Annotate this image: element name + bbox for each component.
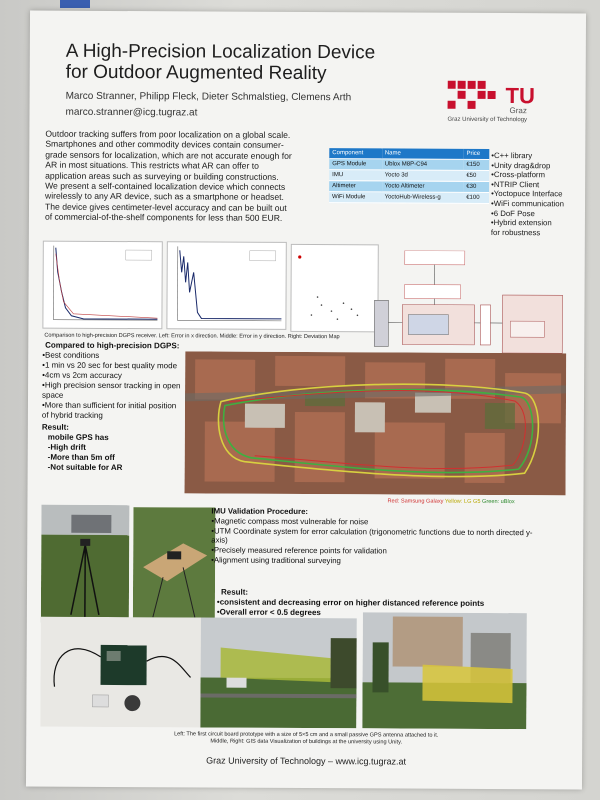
dgps-heading: Compared to high-precision DGPS: (45, 340, 180, 351)
table-header: Price (463, 149, 489, 160)
gis-building-photo (362, 612, 527, 729)
imu-result-heading: Result: (220, 587, 249, 597)
bottom-caption-line-2: Middle, Right: GIS data Visualization of buildings at the university using Unity. (210, 738, 403, 746)
plots-caption: Comparison to high-precision DGPS receiver. Left: Error in x direction. Middle: Error in y direction. Right: Deviation Map (44, 332, 340, 341)
table-cell: €100 (463, 192, 489, 203)
table-cell: WiFi Module (329, 192, 382, 203)
imu-item: •UTM Coordinate system for error calculation (trigonometric functions due to north directed y-axis) (211, 526, 533, 545)
legend-yellow: Yellow: LG G5 (444, 498, 481, 505)
authors: Marco Stranner, Philipp Fleck, Dieter Schmalstieg, Clemens Arth (65, 90, 352, 104)
abstract-line: We present a self-contained localization device which connects (45, 180, 286, 192)
bottom-caption (86, 731, 526, 747)
tripod-photo (41, 505, 130, 623)
imu-result-item: •consistent and decreasing error on higher distanced reference points (216, 597, 485, 608)
components-table (329, 148, 489, 204)
dgps-item: •Best conditions (42, 350, 100, 360)
error-x-plot (42, 241, 162, 330)
title-line-1: A High-Precision Localization Device (65, 40, 376, 64)
dgps-section (42, 341, 183, 474)
dgps-result-item: -Not suitable for AR (47, 462, 123, 473)
legend-green: Green: uBlox (481, 498, 515, 506)
feature-item: •6 DoF Pose (490, 208, 535, 218)
table-cell: Yocto Altimeter (382, 181, 464, 192)
poster (26, 11, 586, 790)
table-row (329, 170, 489, 182)
feature-item: for robustness (490, 227, 541, 237)
feature-item: •Hybrid extension (490, 218, 552, 228)
abstract-line: The device gives centimeter-level accuracy and can be built out (44, 201, 287, 213)
footer: Graz University of Technology – www.icg.tugraz.at (206, 755, 407, 767)
table-cell: Ublox M8P-C94 (382, 159, 464, 170)
architecture-diagram (368, 250, 569, 359)
frame-strip (60, 0, 90, 8)
author-email: marco.stranner@icg.tugraz.at (65, 106, 198, 119)
title-line-2: for Outdoor Augmented Reality (65, 61, 327, 85)
imu-section (211, 507, 541, 568)
poster-title (66, 41, 446, 85)
abstract-line: of commercial-of-the-shelf components for less than 500 EUR. (44, 211, 283, 224)
abstract-line: Outdoor tracking suffers from poor localization on a global scale. (45, 128, 291, 140)
gis-visualization-photo (200, 617, 357, 728)
table-header: Name (382, 148, 464, 159)
feature-item: •WiFi communication (491, 198, 564, 209)
logo-mark: TU (505, 83, 535, 109)
feature-item: •Yoctopuce Interface (491, 189, 563, 199)
table-cell: €30 (463, 181, 489, 192)
table-row (329, 192, 489, 204)
imu-item: •Alignment using traditional surveying (211, 555, 341, 566)
abstract-line: grade sensors for localization, which are not accurate enough for (45, 149, 292, 161)
table-cell: Yocto 3d (382, 170, 464, 181)
dgps-result-item: -More than 5m off (47, 452, 115, 462)
table-cell: €50 (463, 170, 489, 181)
dgps-result-item: mobile GPS has (47, 432, 109, 442)
dgps-item: •4cm vs 2cm accuracy (42, 370, 122, 381)
abstract-line: application areas such as surveying or building constructions. (45, 170, 279, 182)
dgps-result-item: -High drift (47, 442, 86, 452)
feature-item: •Unity drag&drop (491, 160, 551, 170)
abstract (45, 129, 335, 224)
imu-item: •Magnetic compass most vulnerable for noise (211, 516, 369, 527)
circuit-board-photo (40, 617, 205, 728)
logo-university: Graz University of Technology (447, 116, 528, 124)
feature-item: •NTRIP Client (491, 179, 540, 189)
feature-item: •Cross-platform (491, 170, 546, 180)
table-header: Component (329, 148, 382, 159)
bottom-caption-line-1: Left: The first circuit board prototype with a size of 5×5 cm and a small passive GPS antenna attached to it. (174, 731, 439, 739)
table-row (329, 181, 489, 193)
map-legend (387, 498, 514, 505)
abstract-line: AR in most situations. This restricts what AR can offer to (45, 159, 259, 171)
dgps-item: •More than sufficient for initial position of hybrid tracking (41, 400, 177, 420)
logo-sub: Graz (509, 106, 527, 116)
deviation-map-plot (290, 244, 378, 332)
dgps-item: •1 min vs 20 sec for best quality mode (42, 360, 178, 371)
feature-item: •C++ library (491, 150, 533, 161)
device-stand-photo (133, 507, 216, 623)
table-cell: IMU (329, 170, 382, 181)
table-cell: €150 (463, 159, 489, 170)
table-cell: Altimeter (329, 181, 382, 192)
abstract-line: wirelessly to any AR device, such as a smartphone or headset. (45, 191, 284, 203)
feature-list (491, 151, 583, 238)
table-row (329, 159, 489, 171)
error-y-plot (166, 241, 286, 330)
legend-red: Red: Samsung Galaxy (387, 498, 444, 505)
table-cell: YoctoHub-Wireless-g (382, 192, 464, 203)
table-cell: GPS Module (329, 159, 382, 170)
imu-item: •Precisely measured reference points for validation (211, 545, 387, 556)
aerial-map (185, 351, 567, 495)
dgps-result-heading: Result: (41, 422, 70, 432)
imu-result-item: •Overall error < 0.5 degrees (216, 607, 321, 618)
abstract-line: Smartphones and other commodity devices contain consumer- (45, 139, 284, 151)
imu-heading: IMU Validation Procedure: (211, 506, 309, 517)
dgps-item: •High precision sensor tracking in open space (41, 380, 181, 400)
